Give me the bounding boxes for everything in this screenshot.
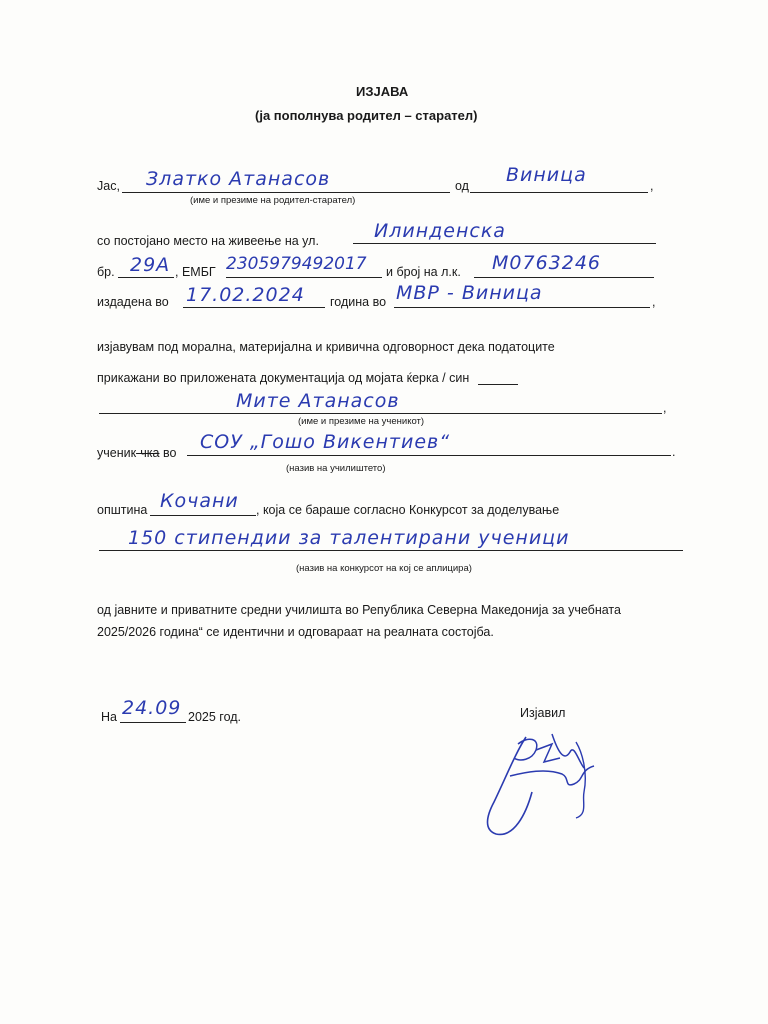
footer-year-text: 2025 год.: [188, 710, 242, 724]
address-label: со постојано место на живеење на ул.: [97, 234, 319, 248]
student-name-value[interactable]: Мите Атанасов: [236, 390, 400, 412]
parent-name-caption: (име и презиме на родител-старател): [190, 195, 356, 206]
parent-name-line: [122, 192, 450, 193]
closing-line-1: од јавните и приватните средни училишта во Република Северна Македонија за учебната: [97, 603, 621, 617]
contest-value[interactable]: 150 стипендии за талентирани ученици: [128, 527, 570, 549]
municipality-value[interactable]: Кочани: [160, 490, 239, 512]
period-school: .: [672, 445, 676, 459]
lk-value[interactable]: М0763246: [492, 252, 602, 274]
municipality-label: општина: [97, 503, 148, 517]
closing-line-2: 2025/2026 година“ се идентични и одговараат на реалната состојба.: [97, 625, 494, 639]
daughter-son-underline: [478, 384, 518, 385]
lk-label: и број на л.к.: [386, 265, 461, 279]
statement-line-2: прикажани во приложената документација од мојата ќерка / син: [97, 371, 470, 385]
parent-place-line: [470, 192, 648, 193]
document-subtitle: (ја пополнува родител – старател): [255, 108, 478, 123]
issued-place-value[interactable]: МВР - Виница: [396, 282, 543, 304]
br-line: [118, 277, 174, 278]
student-word: ученик: [97, 446, 137, 460]
contest-caption: (назив на конкурсот на кој се аплицира): [296, 563, 472, 574]
comma-student: ,: [663, 401, 667, 415]
municipality-line: [150, 515, 256, 516]
embg-label: , ЕМБГ: [175, 265, 216, 279]
footer-date-value[interactable]: 24.09: [122, 697, 182, 719]
document-title: ИЗЈАВА: [356, 84, 409, 99]
issued-date-value[interactable]: 17.02.2024: [186, 284, 305, 306]
school-line: [187, 455, 671, 456]
school-caption: (назив на училиштето): [286, 463, 386, 474]
lk-line: [474, 277, 654, 278]
street-value[interactable]: Илинденска: [374, 220, 506, 242]
issued-date-line: [183, 307, 325, 308]
br-label: бр.: [97, 265, 115, 279]
issued-label: издадена во: [97, 295, 169, 309]
school-value[interactable]: СОУ „Гошо Викентиев“: [200, 431, 451, 453]
footer-date-line: [120, 722, 186, 723]
street-line: [353, 243, 656, 244]
label-vo: во: [162, 446, 177, 460]
embg-value[interactable]: 2305979492017: [226, 254, 367, 274]
year-label: година во: [330, 295, 387, 309]
parent-place-value[interactable]: Виница: [506, 164, 587, 186]
na-label: На: [101, 710, 117, 724]
statement-line-1: изјавувам под морална, материјална и кривична одговорност дека податоците: [97, 340, 555, 354]
contest-line: [99, 550, 683, 551]
signature-image: [466, 722, 616, 842]
student-name-line: [99, 413, 662, 414]
student-name-caption: (име и презиме на ученикот): [298, 416, 425, 427]
comma: ,: [650, 179, 654, 193]
label-od: од: [455, 179, 469, 193]
contest-intro-text: , која се бараше согласно Конкурсот за доделување: [256, 503, 560, 517]
school-label: [97, 446, 176, 460]
signed-label: Изјавил: [520, 706, 566, 720]
issued-place-line: [394, 307, 650, 308]
struck-suffix: -чка: [136, 446, 160, 460]
comma-4: ,: [652, 295, 656, 309]
parent-name-value[interactable]: Златко Атанасов: [146, 168, 331, 190]
prefix-jas: Јас,: [97, 179, 120, 193]
embg-line: [226, 277, 382, 278]
br-value[interactable]: 29А: [130, 254, 171, 276]
